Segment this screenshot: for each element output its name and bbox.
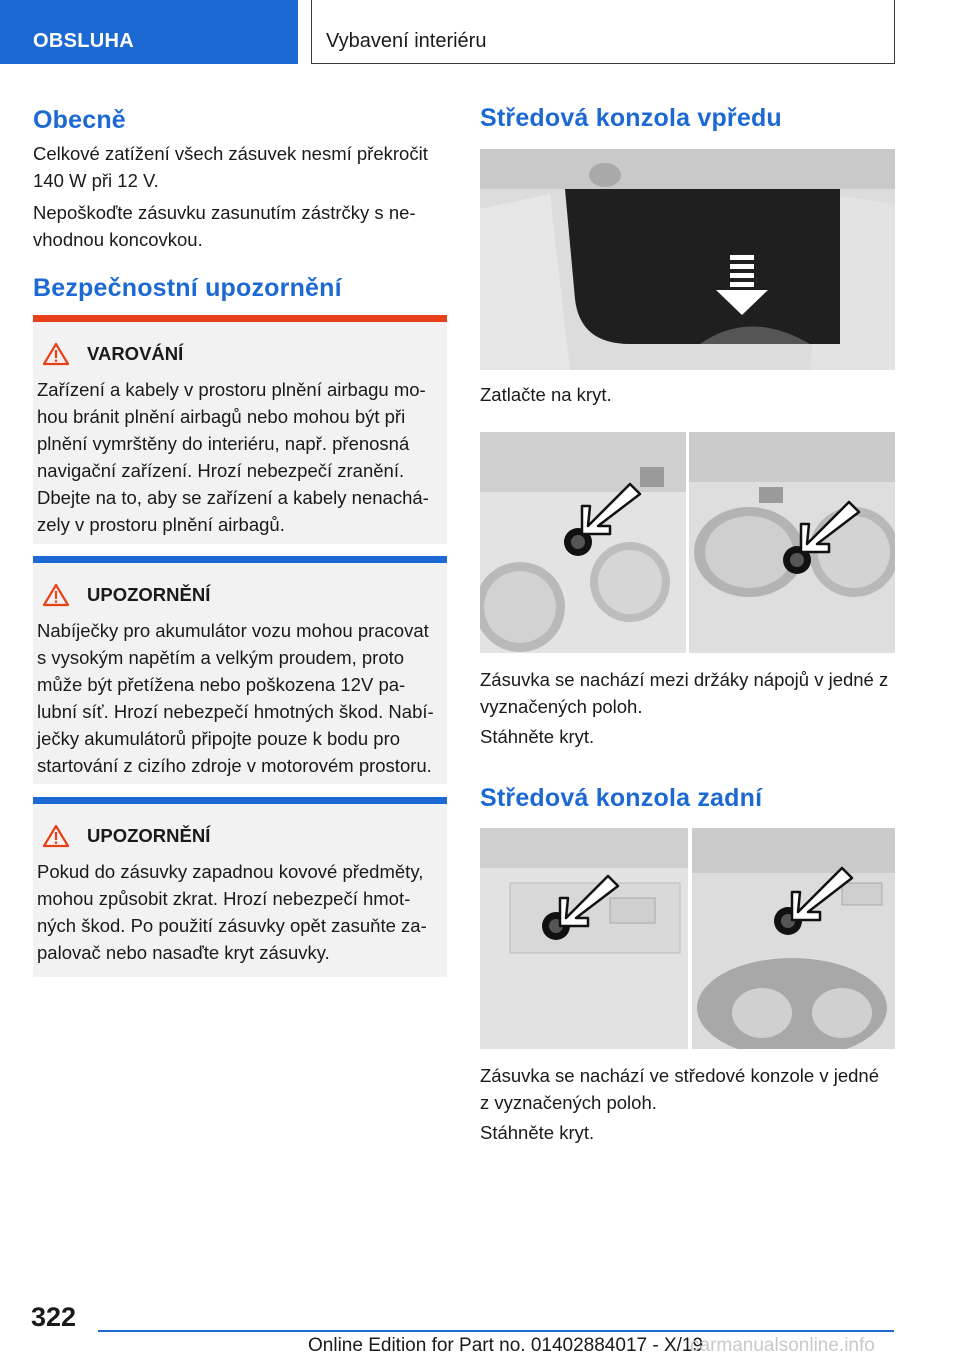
notice-header	[43, 824, 210, 848]
notice-bar	[33, 556, 447, 563]
text-line: může být přetížena nebo poškozena 12V pa‐	[37, 674, 406, 695]
notice-bar	[33, 797, 447, 804]
text-line: Zásuvka se nachází mezi držáky nápojů v jedné z	[480, 669, 889, 690]
section-tab-label: OBSLUHA	[33, 30, 134, 52]
rear-console-photo-right	[692, 828, 895, 1049]
text-line: vhodnou koncovkou.	[33, 229, 203, 250]
notice-title: UPOZORNĚNÍ	[87, 584, 211, 605]
notice-text	[37, 617, 447, 779]
chapter-header	[311, 0, 895, 64]
text-line: mohou způsobit zkrat. Hrozí nebezpečí hmot‐	[37, 888, 411, 909]
general-paragraph-1	[33, 140, 428, 194]
warning-triangle-icon	[43, 342, 69, 366]
text-line: navigační zařízení. Hrozí nebezpečí zranění.	[37, 460, 405, 481]
warning-triangle-icon	[43, 824, 69, 848]
heading-front-console: Středová konzola vpředu	[480, 104, 782, 132]
caption-pull-cover: Stáhněte kryt.	[480, 726, 595, 747]
warning-triangle-icon	[43, 583, 69, 607]
text-line: z vyznačených poloh.	[480, 1092, 657, 1113]
text-line: Celkové zatížení všech zásuvek nesmí překročit	[33, 143, 428, 164]
warning-header	[43, 342, 183, 366]
text-line: ných škod. Po použití zásuvky opět zasuňte za‐	[37, 915, 427, 936]
page-number: 322	[31, 1302, 77, 1332]
cupholder-socket-photo-left	[480, 432, 686, 653]
text-line: s vysokým napětím a velkým proudem, proto	[37, 647, 405, 668]
text-line: Zařízení a kabely v prostoru plnění airbagu mo‐	[37, 379, 426, 400]
caption-push-cover: Zatlačte na kryt.	[480, 384, 612, 405]
watermark: carmanualsonline.info	[690, 1335, 875, 1356]
rear-console-photo-left	[480, 828, 688, 1049]
notice-title: UPOZORNĚNÍ	[87, 825, 211, 846]
text-line: Nabíječky pro akumulátor vozu mohou pracovat	[37, 620, 429, 641]
notice-header	[43, 583, 210, 607]
chapter-title: Vybavení interiéru	[326, 30, 487, 52]
warning-bar	[33, 315, 447, 322]
text-line: hou bránit plnění airbagů nebo mohou být při	[37, 406, 406, 427]
warning-title: VAROVÁNÍ	[87, 343, 184, 364]
text-line: Dbejte na to, aby se zařízení a kabely nenachá‐	[37, 487, 429, 508]
text-line: palovač nebo nasaďte kryt zásuvky.	[37, 942, 330, 963]
section-tab	[0, 0, 298, 64]
caption-rear-socket-location	[480, 1062, 879, 1116]
footer-rule	[98, 1330, 894, 1332]
text-line: plnění vymrštěny do interiéru, např. přenosná	[37, 433, 410, 454]
text-line: Nepoškoďte zásuvku zasunutím zástrčky s ne‐	[33, 202, 416, 223]
notice-text	[37, 858, 447, 966]
text-line: lubní síť. Hrozí nebezpečí hmotných škod. Nabí‐	[37, 701, 434, 722]
heading-safety: Bezpečnostní upozornění	[33, 274, 342, 302]
general-paragraph-2	[33, 199, 416, 253]
text-line: startování z cizího zdroje v motorovém prostoru.	[37, 755, 432, 776]
edition-text: Online Edition for Part no. 01402884017 - X/19	[308, 1335, 704, 1356]
caption-rear-pull-cover: Stáhněte kryt.	[480, 1122, 595, 1143]
cupholder-socket-photo-right	[689, 432, 895, 653]
warning-box-varovani	[33, 315, 447, 544]
notice-box-1	[33, 556, 447, 784]
notice-box-2	[33, 797, 447, 977]
text-line: zely v prostoru plnění airbagů.	[37, 514, 285, 535]
heading-rear-console: Středová konzola zadní	[480, 784, 763, 812]
text-line: Pokud do zásuvky zapadnou kovové předměty,	[37, 861, 424, 882]
front-console-cover-photo	[480, 149, 895, 370]
text-line: ječky akumulátorů připojte pouze k bodu pro	[37, 728, 401, 749]
heading-general: Obecně	[33, 106, 126, 134]
caption-socket-location	[480, 666, 888, 720]
warning-text	[37, 376, 447, 538]
text-line: vyznačených poloh.	[480, 696, 643, 717]
text-line: 140 W při 12 V.	[33, 170, 159, 191]
text-line: Zásuvka se nachází ve středové konzole v jedné	[480, 1065, 880, 1086]
